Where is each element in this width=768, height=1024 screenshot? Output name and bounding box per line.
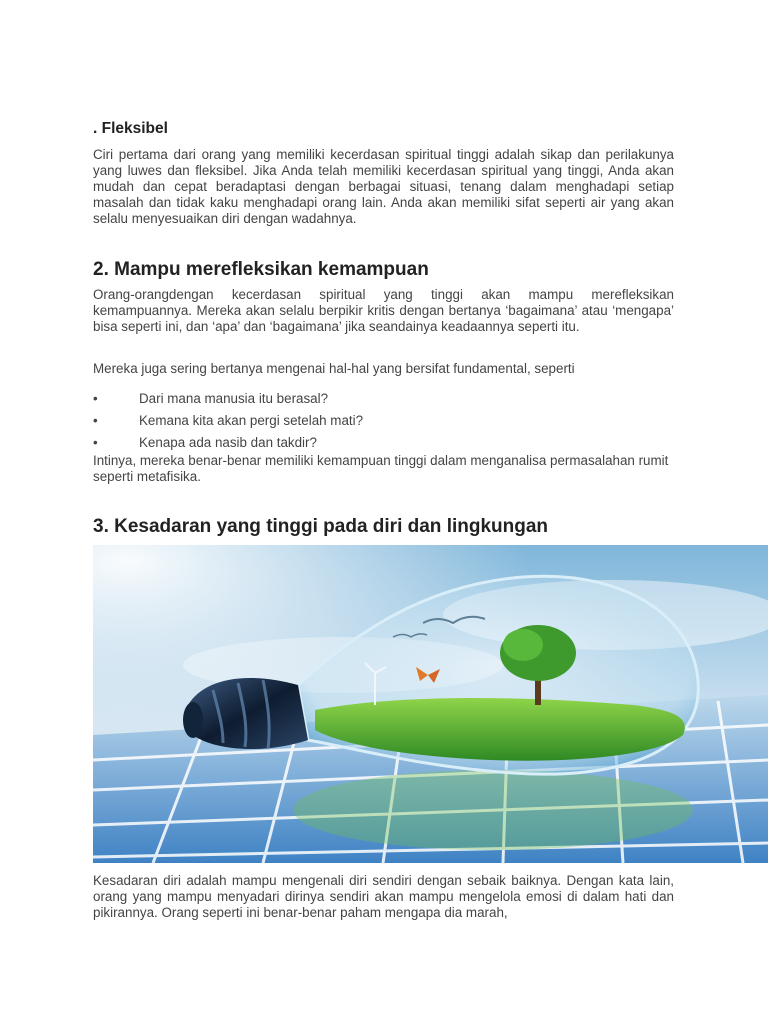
list-item: • Kenapa ada nasib dan takdir? bbox=[93, 435, 317, 450]
paragraph-fleksibel: Ciri pertama dari orang yang memiliki kecerdasan spiritual tinggi adalah sikap dan perilakunya yang luwes dan fleksibel. Jika Anda telah memiliki kecerdasan spiritual yang tinggi, Anda akan mudah dan cepat beradaptasi dengan berbagai situasi, tenang dalam menghadapi setiap masalah dan tidak kaku menghadapi orang lain. Anda akan memiliki sifat seperti air yang akan selalu menyesuaikan diri dengan wadahnya. bbox=[93, 147, 674, 226]
paragraph-refleksi-1: Orang-orangdengan kecerdasan spiritual yang tinggi akan mampu merefleksikan kemampuannya. Mereka akan selalu berpikir kritis dengan bertanya ‘bagaimana’ atau ‘mengapa’ bisa seperti ini, dan ‘apa’ dan ‘bagaimana’ jika seandainya keadaannya seperti itu. bbox=[93, 287, 674, 334]
paragraph-kesadaran: Kesadaran diri adalah mampu mengenali diri sendiri dengan sebaik baiknya. Dengan kata lain, orang yang mampu menyadari dirinya sendiri akan mampu mengelola emosi di dalam hati dan pikirannya. Orang seperti ini benar-benar paham mengapa dia marah, bbox=[93, 873, 674, 920]
question-list bbox=[93, 391, 674, 457]
bullet-icon: • bbox=[93, 435, 98, 450]
bullet-icon: • bbox=[93, 391, 98, 406]
paragraph-refleksi-2: Mereka juga sering bertanya mengenai hal-hal yang bersifat fundamental, seperti bbox=[93, 361, 575, 376]
section-heading-fleksibel: . Fleksibel bbox=[93, 120, 168, 137]
section-heading-refleksi: 2. Mampu merefleksikan kemampuan bbox=[93, 259, 429, 280]
lightbulb-ecosystem-illustration bbox=[93, 545, 768, 863]
bullet-icon: • bbox=[93, 413, 98, 428]
list-item: • Kemana kita akan pergi setelah mati? bbox=[93, 413, 364, 428]
paragraph-refleksi-3: Intinya, mereka benar-benar memiliki kemampuan tinggi dalam menganalisa permasalahan rumit seperti metafisika. bbox=[93, 453, 669, 484]
list-item: • Dari mana manusia itu berasal? bbox=[93, 391, 329, 406]
section-heading-kesadaran: 3. Kesadaran yang tinggi pada diri dan lingkungan bbox=[93, 516, 549, 537]
